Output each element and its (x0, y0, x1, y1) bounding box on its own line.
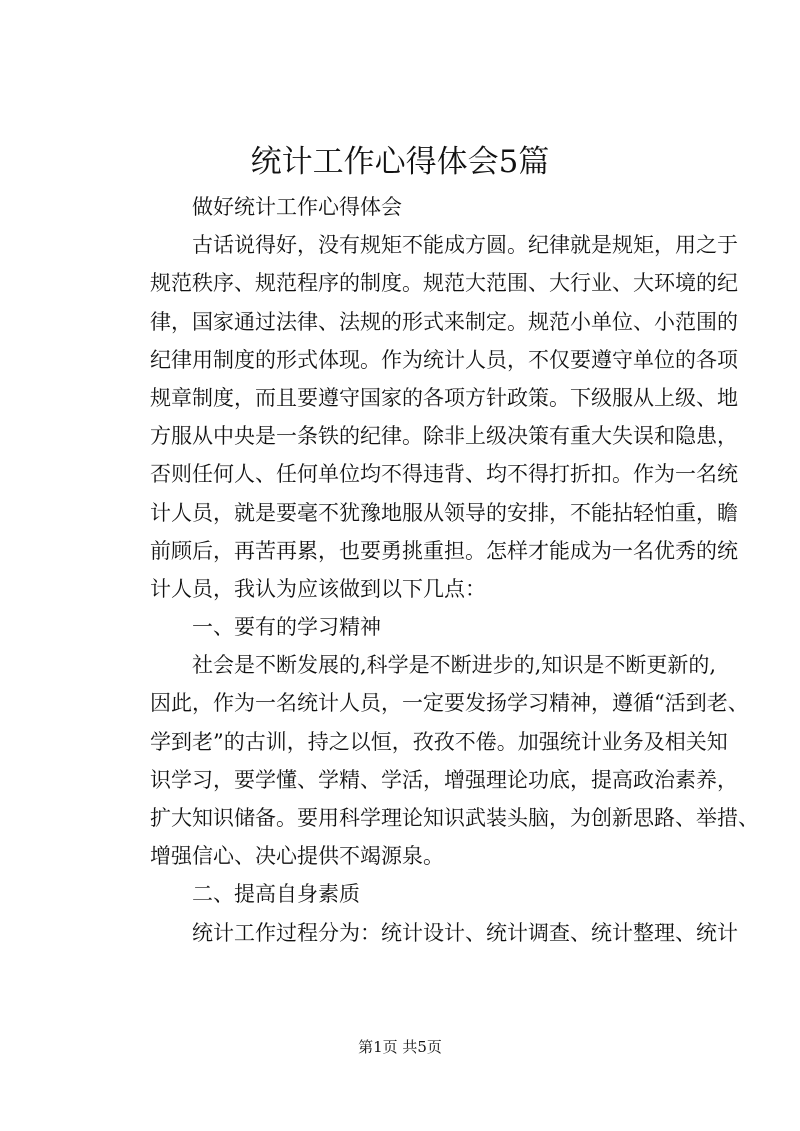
section-heading-1 (108, 608, 708, 646)
paragraph-line: 律，国家通过法律、法规的形式来制定。规范小单位、小范围的 (150, 309, 738, 334)
paragraph-line: 社会是不断发展的,科学是不断进步的,知识是不断更新的, (192, 653, 717, 678)
paragraph-line: 识学习，要学懂、学精、学活，增强理论功底，提高政治素养， (150, 767, 738, 792)
paragraph-line: 学到老”的古训，持之以恒，孜孜不倦。加强统计业务及相关知 (150, 729, 728, 754)
paragraph-line: 规范秩序、规范程序的制度。规范大范围、大行业、大环境的纪 (150, 271, 738, 296)
section-heading-line: 一、要有的学习精神 (192, 615, 381, 640)
document-body (108, 188, 759, 952)
paragraph-line: 做好统计工作心得体会 (192, 195, 402, 219)
section-heading-line: 二、提高自身素质 (192, 882, 360, 907)
section-heading-2 (108, 875, 708, 913)
paragraph-intro (108, 226, 738, 608)
paragraph-line: 古话说得好，没有规矩不能成方圆。纪律就是规矩，用之于 (192, 233, 738, 258)
paragraph-line: 计人员，就是要毫不犹豫地服从领导的安排，不能拈轻怕重，瞻 (150, 500, 738, 525)
paragraph-line: 前顾后，再苦再累，也要勇挑重担。怎样才能成为一名优秀的统 (150, 538, 738, 563)
document-title: 统计工作心得体会5篇 (250, 144, 550, 180)
paragraph-line: 规章制度，而且要遵守国家的各项方针政策。下级服从上级、地 (150, 385, 738, 410)
paragraph-line: 统计工作过程分为：统计设计、统计调查、统计整理、统计 (192, 920, 738, 945)
paragraph-line: 计人员，我认为应该做到以下几点： (150, 576, 486, 601)
paragraph-line: 因此，作为一名统计人员，一定要发扬学习精神，遵循“活到老、 (150, 691, 749, 716)
paragraph-subtitle (108, 188, 708, 226)
page-footer: 第1页 共5页 (358, 1038, 442, 1056)
paragraph-line: 方服从中央是一条铁的纪律。除非上级决策有重大失误和隐患， (150, 424, 738, 449)
paragraph-process (108, 914, 738, 952)
paragraph-line: 扩大知识储备。要用科学理论知识武装头脑，为创新思路、举措、 (150, 806, 759, 830)
paragraph-line: 否则任何人、任何单位均不得违背、均不得打折扣。作为一名统 (150, 462, 738, 487)
paragraph-learning (108, 646, 759, 875)
paragraph-line: 纪律用制度的形式体现。作为统计人员，不仅要遵守单位的各项 (150, 347, 738, 372)
paragraph-line: 增强信心、决心提供不竭源泉。 (150, 844, 444, 869)
